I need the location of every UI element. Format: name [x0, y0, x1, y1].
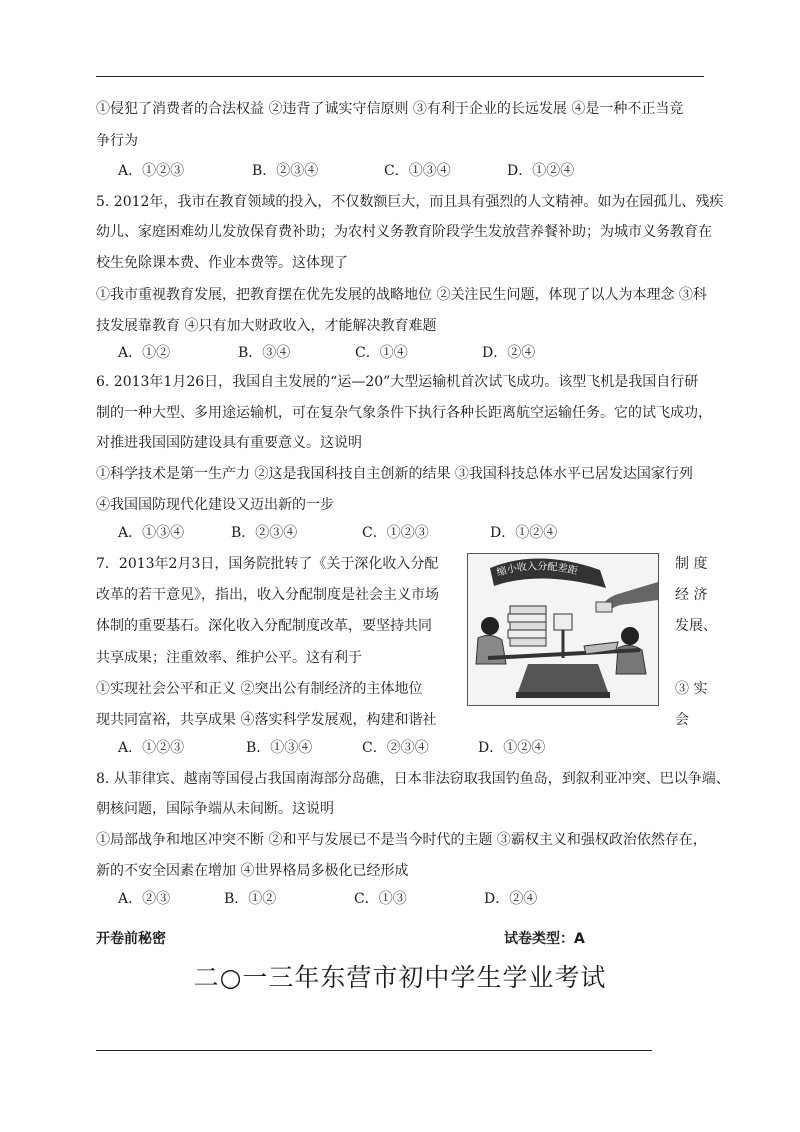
- q6-stem-line3: 对推进我国国防建设具有重要意义。这说明: [96, 435, 362, 451]
- q7-right-word-4: ③ 实: [675, 681, 708, 697]
- paper-type: 试卷类型：A: [504, 931, 585, 947]
- q5-stem-line2: 幼儿、家庭困难幼儿发放保育费补助；为农村义务教育阶段学生发放营养餐补助；为城市义务教育在: [96, 224, 712, 240]
- q8-option-a: A．②③: [118, 891, 171, 907]
- q7-statements-line1: ①实现社会公平和正义 ②突出公有制经济的主体地位: [96, 681, 423, 697]
- q6-option-c: C．①②③: [362, 525, 429, 541]
- q7-right-word-3: 发展、: [675, 618, 717, 634]
- q6-option-d: D．①②④: [490, 525, 558, 541]
- q7-option-b: B．①③④: [246, 740, 313, 756]
- q5-stem-line1: 5. 2012年，我市在教育领域的投入，不仅数额巨大，而且具有强烈的人文精神。如为在园孤儿、残疾: [96, 194, 724, 210]
- q7-right-word-1: 制 度: [675, 556, 708, 572]
- q4-statements-line2: 争行为: [96, 133, 138, 149]
- q6-option-a: A．①③④: [118, 525, 185, 541]
- q5-option-b: B．③④: [238, 345, 291, 361]
- secret-label: 开卷前秘密: [96, 931, 166, 947]
- q8-option-c: C．①③: [354, 891, 407, 907]
- q6-option-b: B．②③④: [231, 525, 298, 541]
- q4-statements-line1: ①侵犯了消费者的合法权益 ②违背了诚实守信原则 ③有利于企业的长远发展 ④是一种不正当竞: [96, 101, 684, 117]
- q4-option-a: A．①②③: [118, 163, 185, 179]
- q8-stem-line1: 8. 从菲律宾、越南等国侵占我国南海部分岛礁，日本非法窃取我国钓鱼岛，到叙利亚冲突、巴以争端、: [96, 771, 730, 787]
- q5-statements-line2: 技发展靠教育 ④只有加大财政收入，才能解决教育难题: [96, 318, 437, 334]
- q8-statements-line2: 新的不安全因素在增加 ④世界格局多极化已经形成: [96, 863, 409, 879]
- q7-stem-line3: 体制的重要基石。深化收入分配制度改革，要坚持共同: [96, 618, 432, 634]
- top-rule: [96, 76, 704, 77]
- q8-option-d: D．②④: [484, 891, 538, 907]
- q6-stem-line1: 6. 2013年1月26日，我国自主发展的“运—20”大型运输机首次试飞成功。该型飞机是我国自行研: [96, 374, 699, 390]
- q4-option-b: B．②③④: [252, 163, 319, 179]
- cartoon-banner-text: 缩小收入分配差距: [495, 561, 579, 579]
- q5-stem-line3: 校生免除课本费、作业本费等。这体现了: [96, 255, 348, 271]
- q6-statements-line2: ④我国国防现代化建设又迈出新的一步: [96, 497, 334, 513]
- q7-statements-line2: 现共同富裕，共享成果 ④落实科学发展观，构建和谐社: [96, 712, 437, 728]
- income-distribution-cartoon: [467, 553, 659, 706]
- q6-statements-line1: ①科学技术是第一生产力 ②这是我国科技自主创新的结果 ③我国科技总体水平已居发达国家行列: [96, 466, 693, 482]
- q7-option-d: D．①②④: [478, 740, 546, 756]
- q8-statements-line1: ①局部战争和地区冲突不断 ②和平与发展已不是当今时代的主题 ③霸权主义和强权政治依然存在，: [96, 832, 707, 848]
- q7-option-c: C．②③④: [362, 740, 429, 756]
- q4-option-c: C．①③④: [384, 163, 451, 179]
- q5-option-a: A．①②: [118, 345, 171, 361]
- q5-option-d: D．②④: [482, 345, 536, 361]
- q7-stem-line1: 7．2013年2月3日，国务院批转了《关于深化收入分配: [96, 556, 439, 572]
- exam-title: 二○一三年东营市初中学生学业考试: [193, 963, 607, 992]
- q8-option-b: B．①②: [224, 891, 277, 907]
- q5-option-c: C．①④: [355, 345, 408, 361]
- q5-statements-line1: ①我市重视教育发展，把教育摆在优先发展的战略地位 ②关注民生问题，体现了以人为本理念 ③科: [96, 287, 707, 303]
- q7-option-a: A．①②③: [118, 740, 185, 756]
- q6-stem-line2: 制的一种大型、多用途运输机，可在复杂气象条件下执行各种长距离航空运输任务。它的试飞成功，: [96, 405, 712, 421]
- q7-stem-line4: 共享成果；注重效率、维护公平。这有利于: [96, 650, 362, 666]
- q4-option-d: D．①②④: [507, 163, 575, 179]
- bottom-rule: [96, 1050, 652, 1051]
- q7-right-word-5: 会: [675, 712, 689, 728]
- q7-stem-line2: 改革的若干意见》，指出，收入分配制度是社会主义市场: [96, 587, 439, 603]
- q8-stem-line2: 朝核问题，国际争端从未间断。这说明: [96, 801, 334, 817]
- q7-right-word-2: 经 济: [675, 587, 708, 603]
